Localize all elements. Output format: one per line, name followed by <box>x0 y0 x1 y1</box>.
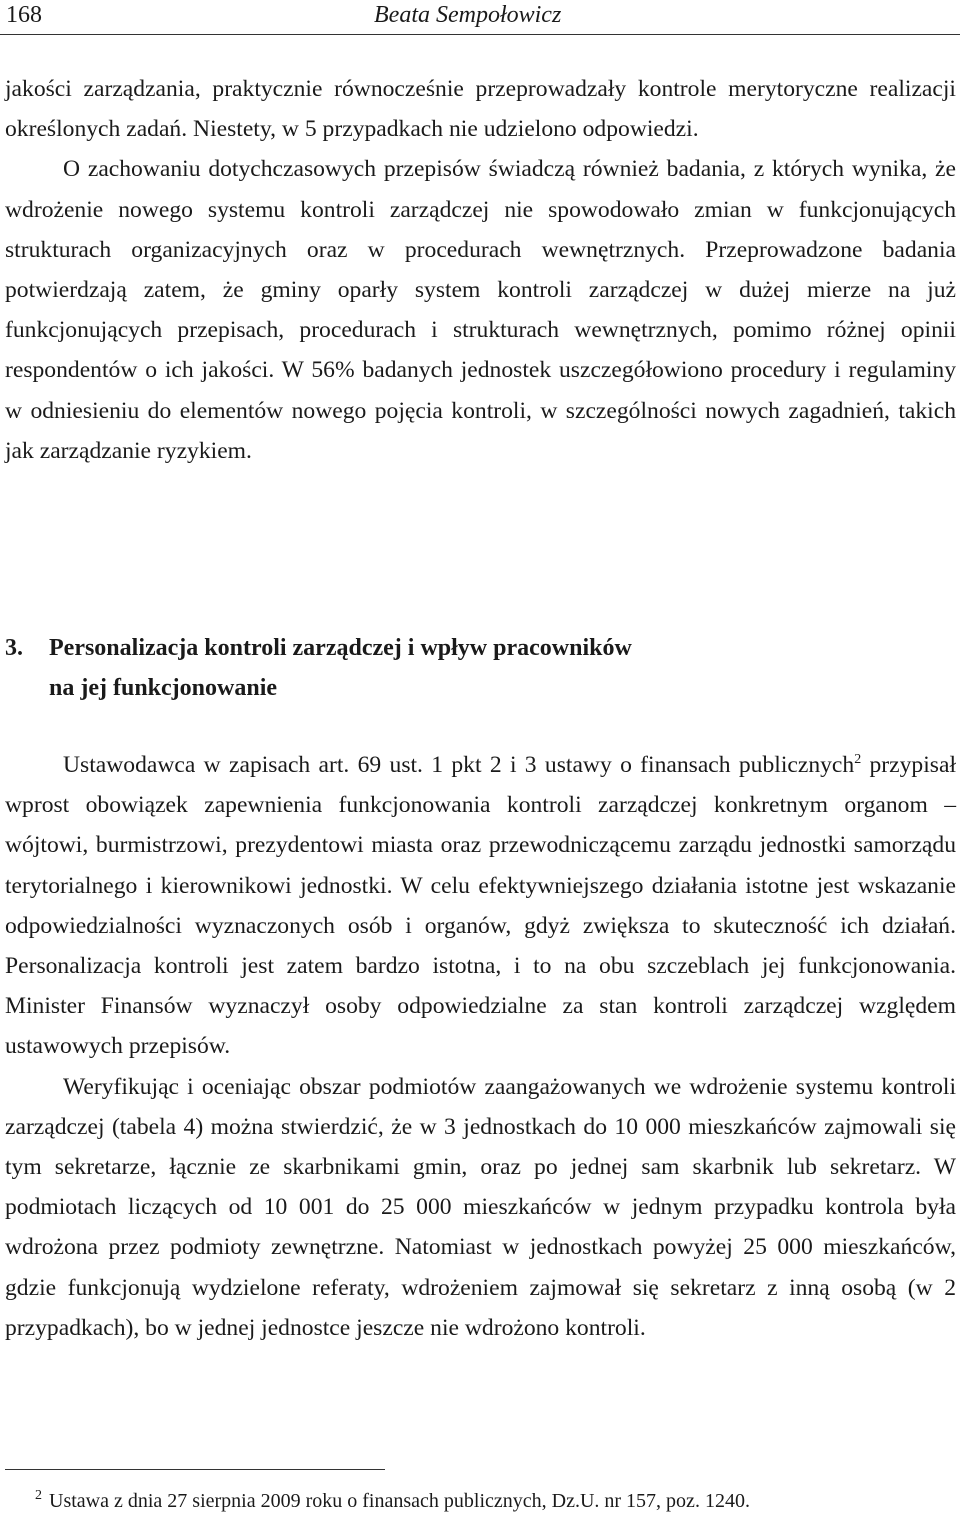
footnote-reference[interactable]: 2 <box>854 752 862 768</box>
section-heading-line-1 <box>5 628 945 668</box>
section-title-line-2: na jej funkcjonowanie <box>49 675 278 701</box>
paragraph-text: Ustawodawca w zapisach art. 69 ust. 1 pkt 2 i 3 ustawy o finansach publicznych <box>63 752 855 778</box>
header-rule <box>0 34 960 35</box>
running-header <box>0 0 960 40</box>
paragraph: Weryfikując i oceniając obszar podmiotów zaangażowanych we wdrożenie systemu kontroli zarządczej (tabela 4) można stwierdzić, że w 3 jednostkach do 10 000 mieszkańców zajmowali się tym sekretarze, łącznie ze skarbnikami gmin, oraz po jednej sam skarbnik lub sekretarz. W podmiotach liczących od 10 001 do 25 000 mieszkańców w jednym przypadku kontrola była wdrożona przez podmioty zewnętrzne. Natomiast w jednostkach powyżej 25 000 mieszkańców, gdzie funkcjonują wydzielone referaty, wdrożeniem zajmował się sekretarz z inną osobą (w 2 przypadkach), bo w jednej jednostce jeszcze nie wdrożono kontroli. <box>5 1073 956 1341</box>
footnote-rule <box>5 1469 385 1470</box>
paragraph: O zachowaniu dotychczasowych przepisów świadczą również badania, z których wynika, że wdrożenie nowego systemu kontroli zarządczej nie spowodowało zmian w funkcjonujących strukturach organizacyjnych oraz w procedurach wewnętrznych. Przeprowadzone badania potwierdzają zatem, że gminy oparły system kontroli zarządczej w dużej mierze na już funkcjonujących przepisach, procedurach i strukturach wewnętrznych, pomimo różnej opinii respondentów o ich jakości. W 56% badanych jednostek uszczegółowiono procedury i regulaminy w odniesieniu do elementów nowego pojęcia kontroli, w szczególności nowych zagadnień, takich jak zarządzanie ryzykiem. <box>5 156 956 464</box>
footnote-text: Ustawa z dnia 27 sierpnia 2009 roku o finansach publicznych, Dz.U. nr 157, poz. 1240. <box>49 1490 750 1512</box>
paragraph-text: przypisał wprost obowiązek zapewnienia funkcjonowania kontroli zarządczej konkretnym organom – wójtowi, burmistrzowi, prezydentowi miasta oraz przewodniczącemu zarządu jednostki samorządu terytorialnego i kierownikowi jednostki. W celu efektywniejszego działania istotne jest wskazanie odpowiedzialności wyznaczonych osób i organów, gdyż zwiększa to skuteczność ich działań. Personalizacja kontroli jest zatem bardzo istotna, i to na obu szczeblach jej funkcjonowania. Minister Finansów wyznaczył osoby odpowiedzialne za stan kontroli zarządczej względem ustawowych przepisów. <box>5 752 956 1060</box>
section-number: 3. <box>5 635 23 661</box>
running-header-author: Beata Sempołowicz <box>374 2 562 28</box>
footnote: 2 Ustawa z dnia 27 sierpnia 2009 roku o finansach publicznych, Dz.U. nr 157, poz. 1240. <box>35 1488 750 1512</box>
page-number: 168 <box>6 2 42 28</box>
section-title-line-1: Personalizacja kontroli zarządczej i wpływ pracowników <box>49 635 632 661</box>
section-heading <box>5 628 945 708</box>
body-text-block-2 <box>5 745 956 1348</box>
paragraph-continuation: jakości zarządzania, praktycznie równocześnie przeprowadzały kontrole merytoryczne realizacji określonych zadań. Niestety, w 5 przypadkach nie udzielono odpowiedzi. <box>5 76 956 143</box>
body-text-block-1 <box>5 69 956 471</box>
paragraph <box>5 745 956 1067</box>
